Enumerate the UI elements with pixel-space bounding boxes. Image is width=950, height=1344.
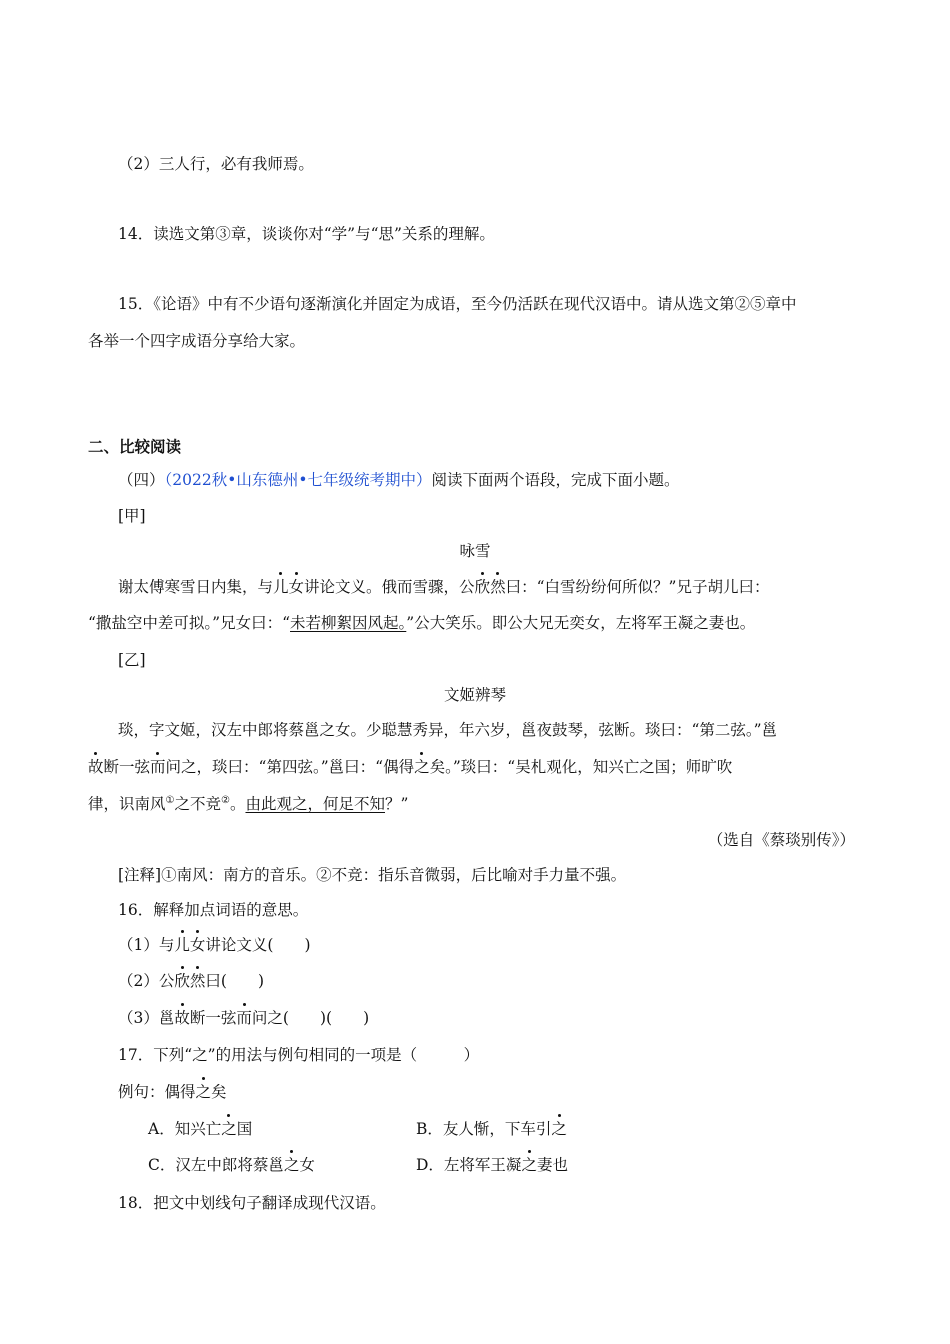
yi-line3 [88,794,408,814]
dotted-char: 之 [414,758,430,776]
text: 曰：“白雪纷纷何所似？”兄子胡儿曰： [505,578,770,596]
text: B．友人惭，下车引 [416,1120,552,1138]
dotted-char: 而 [150,758,166,776]
dotted-char: 故 [174,1009,190,1027]
q17-example [118,1082,227,1102]
text: 曰( ) [205,972,265,990]
dotted-char: 女 [189,936,206,954]
text: 妻也 [536,1156,568,1174]
dotted-char: 儿 [174,936,190,954]
yi-tag: [乙] [118,651,146,669]
text: ”公大笑乐。即公大兄无奕女，左将军王凝之妻也。 [406,614,756,632]
dotted-char: 然 [490,578,506,596]
yi-title: 文姬辨琴 [443,686,506,704]
underlined-sentence: 由此观之，何足不知 [245,795,385,813]
yi-line2 [88,757,732,777]
dotted-char: 之 [521,1156,537,1174]
part4-instruction: 阅读下面两个语段，完成下面小题。 [431,471,680,489]
part4-label: （四） [118,471,165,489]
text: 问之，琰曰：“第四弦。”邕曰：“偶得 [165,758,415,776]
question-17: 17．下列“之”的用法与例句相同的一项是（ ） [118,1046,480,1064]
q16-item-1 [118,935,311,955]
yi-source: （选自《蔡琰别传》） [707,831,855,849]
dotted-char: 之 [195,1083,212,1101]
text: A．知兴亡 [148,1120,222,1138]
text: ？” [385,795,409,813]
footnote-ref: ② [221,794,230,806]
text: 例句：偶得 [118,1083,196,1101]
text: C．汉左中郎将蔡邕 [148,1156,284,1174]
text: 女 [299,1156,315,1174]
dotted-char: 而 [236,1009,252,1027]
text: （1）与 [118,936,175,954]
text: 谢太傅寒雪日内集，与 [118,578,274,596]
text: 断一弦 [103,758,151,776]
question-15-line1: 15．《论语》中有不少语句逐渐演化并固定为成语，至今仍活跃在现代汉语中。请从选文第②⑤章中 [118,295,797,313]
jia-tag: [甲] [118,507,146,525]
q13-item-2: （2）三人行，必有我师焉。 [118,155,314,173]
text: 国 [236,1120,253,1138]
footnote-ref: ① [165,794,175,806]
q17-option-c[interactable] [148,1155,315,1175]
dotted-char: 儿 [273,578,289,596]
section-title: 二、比较阅读 [88,438,182,456]
text: 断一弦 [189,1009,237,1027]
dotted-char: 然 [189,972,206,990]
text: D．左将军王凝 [416,1156,522,1174]
jia-title: 咏雪 [459,542,491,560]
text: 之不竞 [174,795,221,813]
q17-option-d[interactable] [416,1155,568,1175]
dotted-char: 故 [88,758,104,776]
question-18: 18．把文中划线句子翻译成现代汉语。 [118,1194,386,1212]
dotted-char: 之 [221,1120,237,1138]
jia-line1 [118,577,769,597]
annotation: [注释]①南风：南方的音乐。②不竞：指乐音微弱，后比喻对手力量不强。 [118,866,627,884]
q17-option-b[interactable] [416,1119,567,1139]
text: 矣 [211,1083,227,1101]
dotted-char: 之 [283,1156,300,1174]
question-14: 14．读选文第③章，谈谈你对“学”与“思”关系的理解。 [118,225,495,243]
dotted-char: 欣 [474,578,491,596]
question-15-line2: 各举一个四字成语分享给大家。 [88,332,306,350]
underlined-sentence: 未若柳絮因风起。 [290,614,407,632]
text: 讲论文义。俄而雪骤，公 [304,578,475,596]
dotted-char: 之 [551,1120,567,1138]
text: （3）邕 [118,1009,175,1027]
text: 问之( )( ) [251,1009,370,1027]
jia-line2 [88,613,755,633]
yi-line1: 琰，字文姬，汉左中郎将蔡邕之女。少聪慧秀异，年六岁，邕夜鼓琴，弦断。琰曰：“第二弦。”邕 [118,721,778,739]
dotted-char: 欣 [174,972,190,990]
text: 讲论文义( ) [205,936,311,954]
text: 律，识南风 [88,795,166,813]
q17-option-a[interactable] [148,1119,252,1139]
text: 。 [229,795,246,813]
question-16: 16．解释加点词语的意思。 [118,901,309,919]
q16-item-3 [118,1008,369,1028]
text: “撒盐空中差可拟。”兄女曰：“ [88,614,291,632]
part4-source: （2022秋•山东德州•七年级统考期中） [164,471,432,489]
q16-item-2 [118,971,264,991]
dotted-char: 女 [288,578,305,596]
text: （2）公 [118,972,175,990]
text: 矣。”琰曰：“吴札观化，知兴亡之国；师旷吹 [429,758,733,776]
part4-heading [118,470,680,490]
